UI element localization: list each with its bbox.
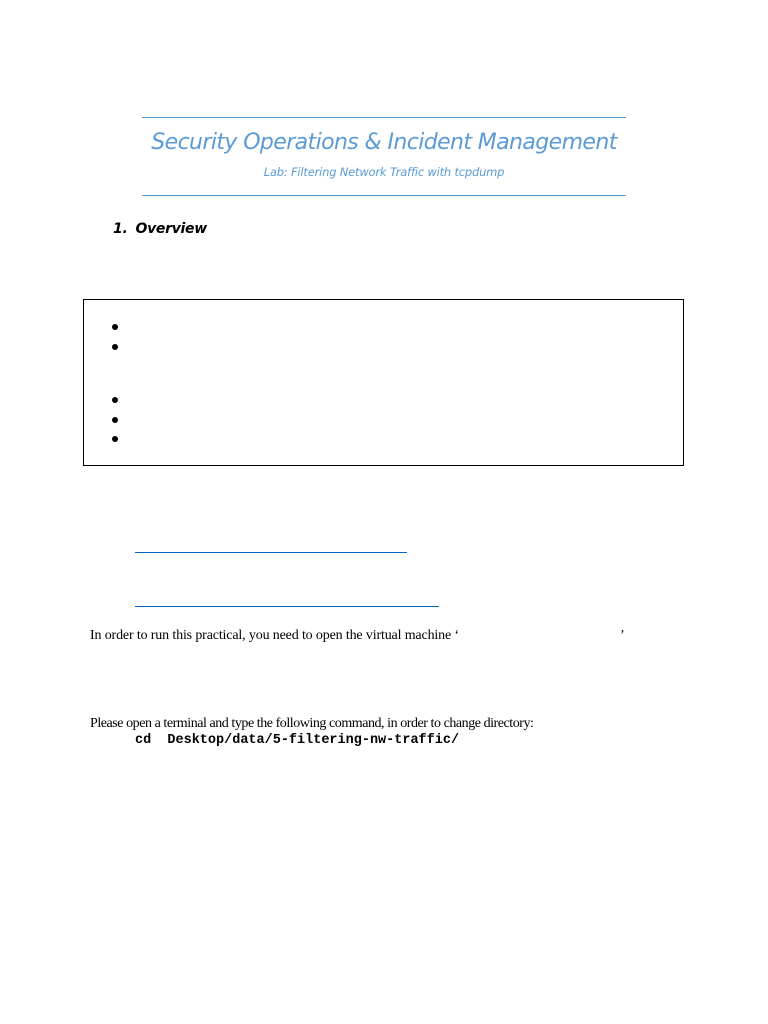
objectives-box — [83, 299, 684, 466]
document-title: Security Operations & Incident Management — [151, 130, 617, 155]
bullet-icon — [112, 344, 118, 350]
bullet-icon — [112, 436, 118, 442]
hyperlink-underline[interactable] — [135, 552, 407, 553]
section-number: 1. — [113, 221, 128, 237]
bullet-icon — [112, 324, 118, 330]
overview-heading — [113, 221, 207, 237]
header-bottom-rule — [142, 195, 626, 196]
vm-instruction-closing-quote: ’ — [620, 628, 625, 643]
hyperlink-underline[interactable] — [135, 606, 439, 607]
document-subtitle: Lab: Filtering Network Traffic with tcpdump — [263, 165, 505, 179]
bullet-icon — [112, 397, 118, 403]
section-title: Overview — [135, 221, 207, 237]
header-top-rule — [142, 117, 626, 118]
terminal-instruction-text: Please open a terminal and type the following command, in order to change directory: — [90, 716, 534, 731]
bullet-icon — [112, 417, 118, 423]
vm-instruction-text: In order to run this practical, you need to open the virtual machine ‘ — [90, 628, 459, 643]
command-line: cd Desktop/data/5-filtering-nw-traffic/ — [135, 733, 460, 748]
